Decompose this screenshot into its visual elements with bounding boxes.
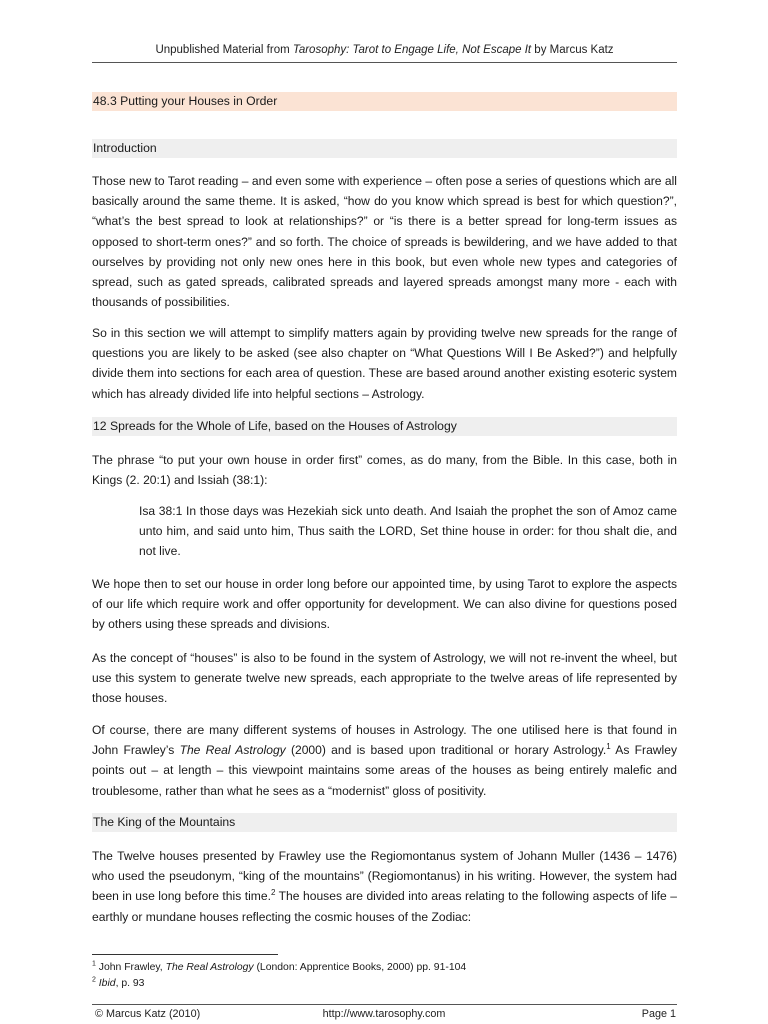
section-heading-48-3: 48.3 Putting your Houses in Order xyxy=(92,92,677,111)
footer-copyright: © Marcus Katz (2010) xyxy=(95,1008,201,1020)
footnote-1 xyxy=(92,961,466,975)
paragraph-intro-1: Those new to Tarot reading – and even some with experience – often pose a series of questions which are all basically around the same theme. It is asked, “how do you know which spread is best for which question?”, “what’s the best spread to look at relationships?” or “is there is a better spread for long-term issues as opposed to short-term ones?” and so forth. The choice of spreads is bewildering, and we have added to that ourselves by providing not only new ones here in this book, but even whole new types and categories of spread, such as gated spreads, calibrated spreads and layered spreads amongst many more - each with thousands of possibilities. xyxy=(92,174,677,310)
footnote-2-post: , p. 93 xyxy=(115,978,145,989)
paragraph-house-order: We hope then to set our house in order long before our appointed time, by using Tarot to explore the aspects of our life which require work and offer opportunity for development. We can also divine for questions posed by others using these spreads and divisions. xyxy=(92,577,677,632)
header-rule xyxy=(92,62,677,63)
footnote-2-number: 2 xyxy=(92,976,96,984)
footnote-2-title: Ibid xyxy=(98,978,116,989)
header-book-title: Tarosophy: Tarot to Engage Life, Not Escape It xyxy=(292,44,532,56)
introduction-heading: Introduction xyxy=(92,139,677,158)
footnote-1-number: 1 xyxy=(92,960,96,968)
footer-url-link[interactable]: http://www.tarosophy.com xyxy=(322,1008,446,1020)
footnote-1-post: (London: Apprentice Books, 2000) pp. 91-104 xyxy=(253,962,467,973)
footer-page-number: Page 1 xyxy=(641,1008,676,1020)
paragraph-regiomontanus xyxy=(92,846,677,927)
header-prefix: Unpublished Material from xyxy=(155,44,293,56)
paragraph-intro-2: So in this section we will attempt to simplify matters again by providing twelve new spreads for the range of questions you are likely to be asked (see also chapter on “What Questions Will I Be Asked?”) and helpfully divide them into sections for each area of question. These are based around another existing esoteric system which has already divided life into helpful sections – Astrology. xyxy=(92,326,677,401)
bible-quote: Isa 38:1 In those days was Hezekiah sick unto death. And Isaiah the prophet the son of Amoz came unto him, and said unto him, Thus saith the LORD, Set thine house in order: for thou shalt die, and not live. xyxy=(139,504,677,559)
frawley-text-1: Of course, there are many different systems of houses in Astrology. The one utilised here is that found in John Frawley’s xyxy=(92,723,677,758)
footnote-rule xyxy=(92,954,278,955)
footnote-ref-1: 1 xyxy=(606,742,611,752)
paragraph-bible: The phrase “to put your own house in order first” comes, as do many, from the Bible. In this case, both in Kings (2. 20:1) and Issiah (38:1): xyxy=(92,453,677,488)
paragraph-astrology-houses: As the concept of “houses” is also to be found in the system of Astrology, we will not re-invent the wheel, but use this system to generate twelve new spreads, each appropriate to the twelve areas of life represented by those houses. xyxy=(92,651,677,706)
frawley-text-2: (2000) and is based upon traditional or horary Astrology. xyxy=(285,743,607,758)
footnote-1-title: The Real Astrology xyxy=(165,962,254,973)
footnote-2 xyxy=(92,977,144,991)
regiomontanus-text-1: The Twelve houses presented by Frawley use the Regiomontanus system of Johann Muller (1436 – 1476) who used the pseudonym, “king of the mountains” (Regiomontanus) in his writing. However, the system had been in use long before this time. xyxy=(92,849,677,904)
footnote-ref-2: 2 xyxy=(270,888,276,898)
footer-rule xyxy=(92,1004,677,1005)
spreads-heading: 12 Spreads for the Whole of Life, based on the Houses of Astrology xyxy=(92,417,677,436)
paragraph-frawley xyxy=(92,720,677,801)
header-suffix: by Marcus Katz xyxy=(531,44,614,56)
footnote-1-pre: John Frawley, xyxy=(95,962,166,973)
frawley-text-3: As Frawley points out – at length – this viewpoint maintains some areas of the houses as being entirely malefic and troublesome, rather than what he sees as a “modernist” gloss of positivity. xyxy=(92,743,677,798)
frawley-book-title: The Real Astrology xyxy=(179,743,286,758)
regiomontanus-text-2: The houses are divided into areas relating to the following aspects of life – earthly or mundane houses reflecting the cosmic houses of the Zodiac: xyxy=(92,889,677,924)
running-header xyxy=(92,44,677,56)
king-heading: The King of the Mountains xyxy=(92,813,677,832)
